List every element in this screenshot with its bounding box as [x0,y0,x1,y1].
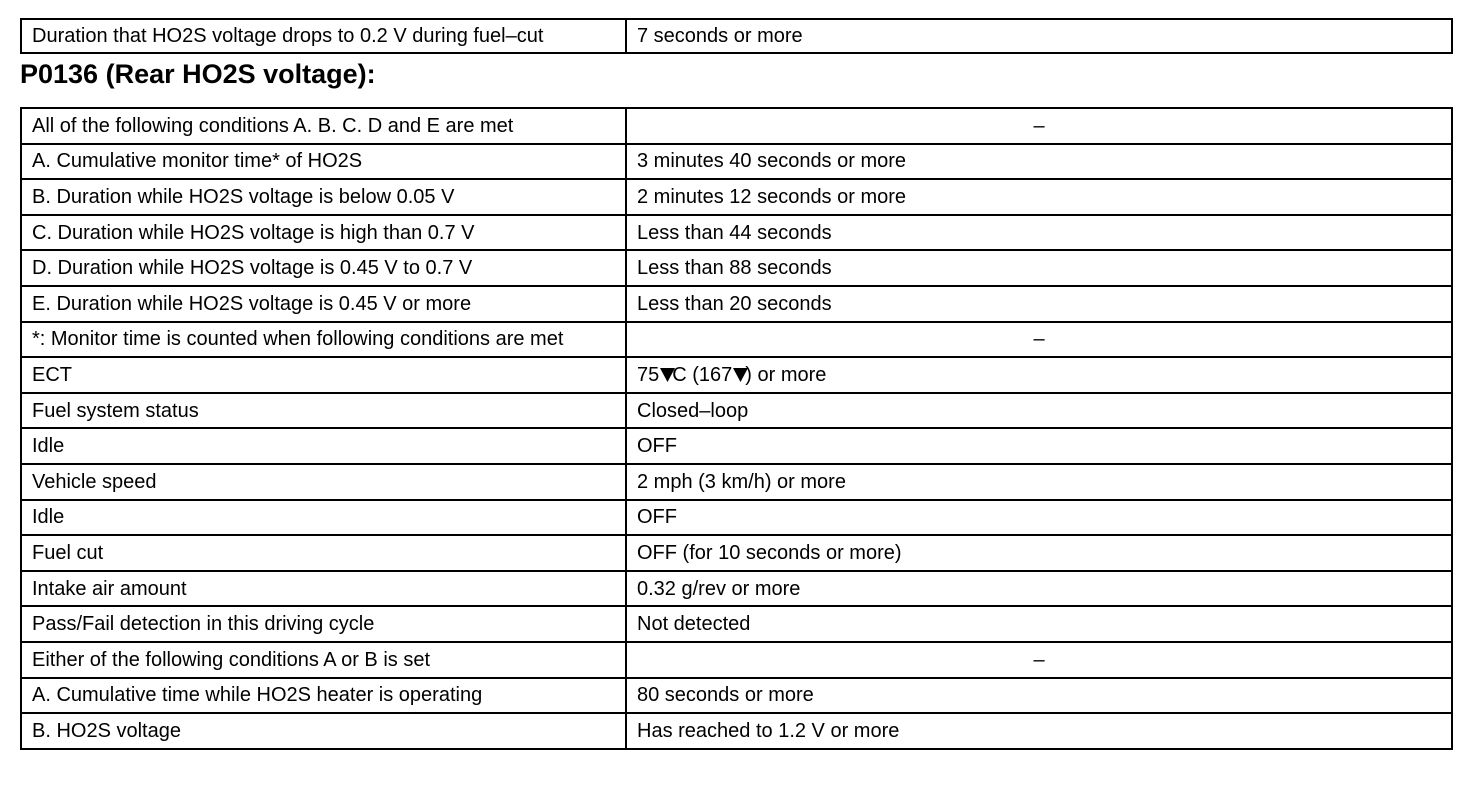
ect-temp-suffix: ) or more [745,363,827,386]
table-row [21,250,1452,286]
table-row [21,713,1452,749]
value-cell [626,357,1452,393]
table-row [21,464,1452,500]
condition-cell: ECT [21,357,626,393]
condition-cell: All of the following conditions A. B. C. D and E are met [21,108,626,144]
table-row [21,571,1452,607]
value-cell: Not detected [626,606,1452,642]
condition-cell: C. Duration while HO2S voltage is high than 0.7 V [21,215,626,251]
condition-cell: Intake air amount [21,571,626,607]
condition-cell: Fuel system status [21,393,626,429]
value-cell: Less than 88 seconds [626,250,1452,286]
table-row [21,286,1452,322]
table-row [21,678,1452,714]
value-cell: – [626,642,1452,678]
value-cell: Less than 20 seconds [626,286,1452,322]
top-conditions-table [20,18,1453,54]
table-row [21,393,1452,429]
table-row [21,500,1452,536]
table-row [21,535,1452,571]
table-row [21,428,1452,464]
condition-cell: B. Duration while HO2S voltage is below 0.05 V [21,179,626,215]
table-row [21,322,1452,358]
table-row [21,179,1452,215]
value-cell: OFF [626,428,1452,464]
condition-cell: Either of the following conditions A or B is set [21,642,626,678]
condition-cell: Idle [21,500,626,536]
value-cell: Has reached to 1.2 V or more [626,713,1452,749]
value-cell: – [626,108,1452,144]
condition-cell: Fuel cut [21,535,626,571]
value-cell: 7 seconds or more [626,19,1452,53]
value-cell: Closed–loop [626,393,1452,429]
value-cell: OFF (for 10 seconds or more) [626,535,1452,571]
value-cell: 80 seconds or more [626,678,1452,714]
condition-cell: E. Duration while HO2S voltage is 0.45 V or more [21,286,626,322]
ect-temp-fahrenheit: C (167 [672,363,733,386]
table-row [21,108,1452,144]
table-row [21,215,1452,251]
condition-cell: Vehicle speed [21,464,626,500]
ect-temp-celsius: 75 [637,363,660,386]
table-row [21,144,1452,180]
table-row [21,19,1452,53]
value-cell: 0.32 g/rev or more [626,571,1452,607]
condition-cell: Duration that HO2S voltage drops to 0.2 V during fuel–cut [21,19,626,53]
table-row [21,357,1452,393]
condition-cell: *: Monitor time is counted when following conditions are met [21,322,626,358]
section-heading: P0136 (Rear HO2S voltage): [20,59,376,89]
value-cell: 2 minutes 12 seconds or more [626,179,1452,215]
condition-cell: Idle [21,428,626,464]
condition-cell: A. Cumulative monitor time* of HO2S [21,144,626,180]
table-row [21,606,1452,642]
condition-cell: A. Cumulative time while HO2S heater is operating [21,678,626,714]
rear-ho2s-conditions-table [20,107,1453,750]
value-cell: OFF [626,500,1452,536]
value-cell: Less than 44 seconds [626,215,1452,251]
value-cell: 3 minutes 40 seconds or more [626,144,1452,180]
table-row [21,642,1452,678]
value-cell: 2 mph (3 km/h) or more [626,464,1452,500]
condition-cell: B. HO2S voltage [21,713,626,749]
condition-cell: Pass/Fail detection in this driving cycle [21,606,626,642]
condition-cell: D. Duration while HO2S voltage is 0.45 V to 0.7 V [21,250,626,286]
value-cell: – [626,322,1452,358]
